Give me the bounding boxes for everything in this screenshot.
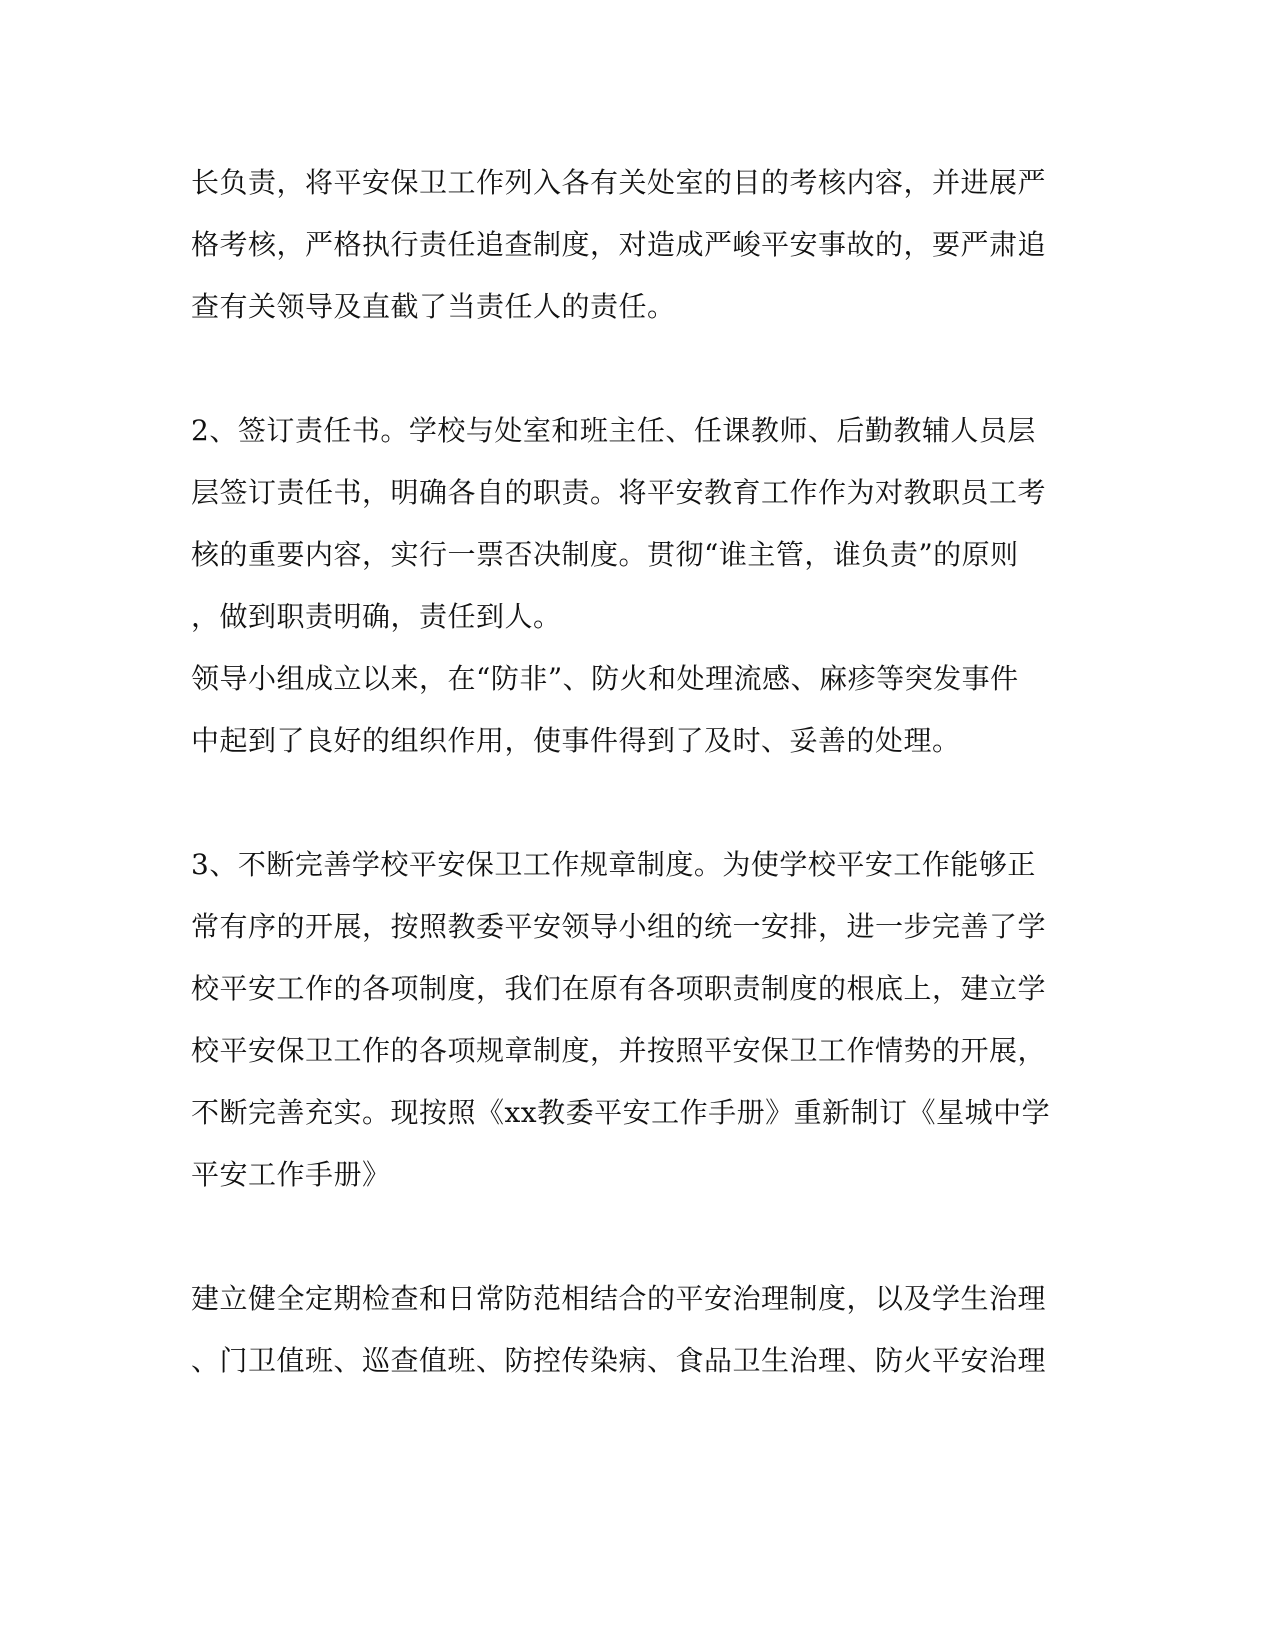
- text-line: 查有关领导及直截了当责任人的责任。: [191, 290, 676, 323]
- text-line: 层签订责任书，明确各自的职责。将平安教育工作作为对教职员工考: [191, 476, 1047, 509]
- text-line: 中起到了良好的组织作用，使事件得到了及时、妥善的处理。: [191, 724, 961, 757]
- text-line: ，做到职责明确，责任到人。: [191, 600, 562, 633]
- text-line: 建立健全定期检查和日常防范相结合的平安治理制度，以及学生治理: [191, 1282, 1047, 1315]
- text-line: 常有序的开展，按照教委平安领导小组的统一安排，进一步完善了学: [191, 910, 1047, 943]
- text-line: 格考核，严格执行责任追查制度，对造成严峻平安事故的，要严肃追: [191, 228, 1047, 261]
- text-line: 2、签订责任书。学校与处室和班主任、任课教师、后勤教辅人员层: [191, 414, 1036, 447]
- text-line: 校平安保卫工作的各项规章制度，并按照平安保卫工作情势的开展，: [191, 1034, 1047, 1067]
- text-line: 、门卫值班、巡查值班、防控传染病、食品卫生治理、防火平安治理: [191, 1344, 1047, 1377]
- text-line: 平安工作手册》: [191, 1158, 391, 1191]
- text-line: 长负责，将平安保卫工作列入各有关处室的目的考核内容，并进展严: [191, 166, 1047, 199]
- text-line: 核的重要内容，实行一票否决制度。贯彻“谁主管，谁负责”的原则: [191, 538, 1019, 571]
- text-line: 3、不断完善学校平安保卫工作规章制度。为使学校平安工作能够正: [191, 848, 1036, 881]
- text-line: 不断完善充实。现按照《xx教委平安工作手册》重新制订《星城中学: [191, 1096, 1051, 1129]
- text-line: 校平安工作的各项制度，我们在原有各项职责制度的根底上，建立学: [191, 972, 1047, 1005]
- text-line: 领导小组成立以来，在“防非”、防火和处理流感、麻疹等突发事件: [191, 662, 1019, 695]
